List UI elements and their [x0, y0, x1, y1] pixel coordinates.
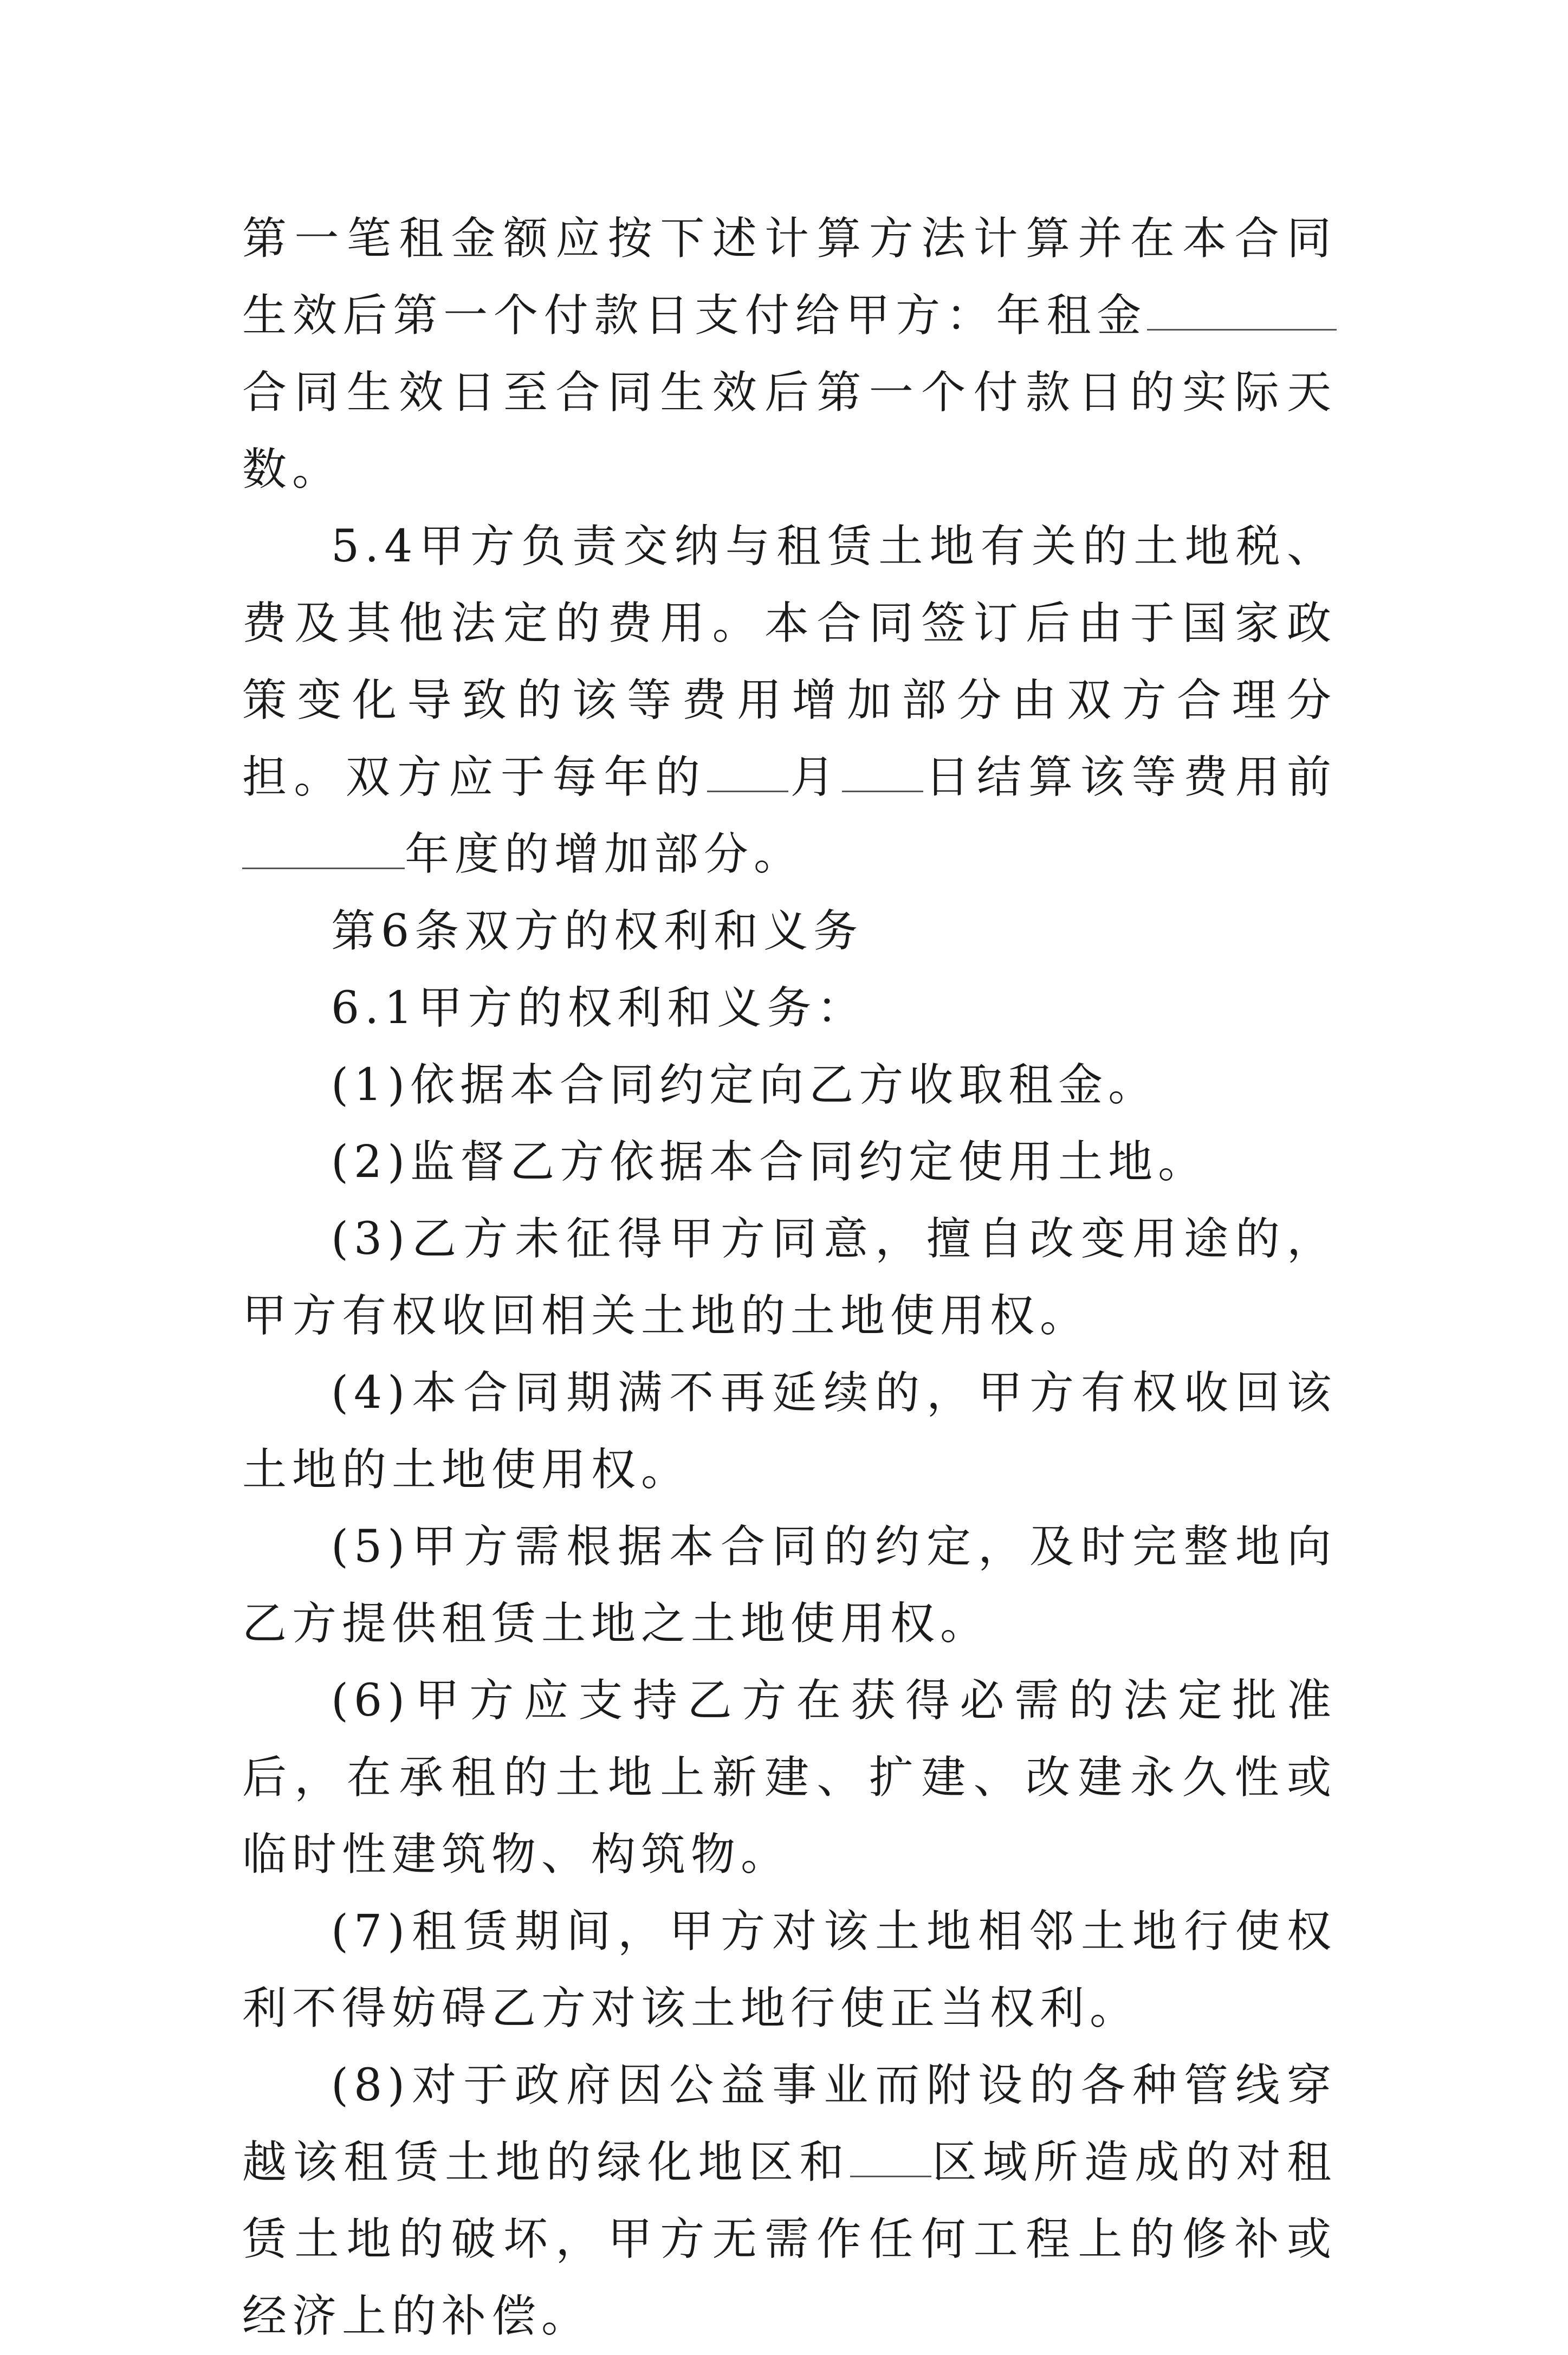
- paragraph-text: 5.4甲方负责交纳与租赁土地有关的土地税、费及其他法定的费用。本合同签订后由于国家政策变化导致的该等费用增加部分由双方合理分担。双方应于每年的: [242, 521, 1337, 803]
- fill-in-blank: [850, 2138, 931, 2177]
- document-body: [242, 200, 1337, 2355]
- paragraph-text: 区域所造成的对租赁土地的破坏，甲方无需作任何工程上的修补或经济上的补偿。: [242, 2137, 1337, 2342]
- list-item-4: (4)本合同期满不再延续的，甲方有权收回该土地的土地使用权。: [242, 1367, 1337, 1496]
- list-item-7: (7)租赁期间，甲方对该土地相邻土地行使权利不得妨碍乙方对该土地行使正当权利。: [242, 1906, 1337, 2034]
- fill-in-blank: [1147, 291, 1337, 331]
- fill-in-blank-month: [707, 753, 788, 792]
- paragraph-5-4: [242, 508, 1337, 893]
- subsection-heading-6-1: 6.1甲方的权利和义务：: [331, 982, 867, 1034]
- paragraph-text: 日结算该等费用前: [923, 752, 1337, 803]
- list-item-5: (5)甲方需根据本合同的约定，及时完整地向乙方提供租赁土地之土地使用权。: [242, 1521, 1337, 1649]
- paragraph-text: 月: [788, 752, 843, 803]
- paragraph-first-rent: [242, 200, 1337, 508]
- list-item-6: (6)甲方应支持乙方在获得必需的法定批准后，在承租的土地上新建、扩建、改建永久性或临时性建筑物、构筑物。: [242, 1675, 1337, 1880]
- fill-in-blank-day: [842, 753, 923, 792]
- section-heading-6: 第6条双方的权利和义务: [331, 905, 864, 957]
- paragraph-text: 第一笔租金额应按下述计算方法计算并在本合同生效后第一个付款日支付给甲方：年租金: [242, 213, 1337, 341]
- list-item-2: (2)监督乙方依据本合同约定使用土地。: [331, 1136, 1208, 1188]
- list-item-8: [242, 2047, 1337, 2355]
- paragraph-text: (8)对于政府因公益事业而附设的各种管线穿越该租赁土地的绿化地区和: [242, 2060, 1337, 2188]
- list-item-1: (1)依据本合同约定向乙方收取租金。: [331, 1059, 1158, 1111]
- paragraph-text: 合同生效日至合同生效后第一个付款日的实际天数。: [242, 367, 1337, 495]
- list-item-3: (3)乙方未征得甲方同意，擅自改变用途的，甲方有权收回相关土地的土地使用权。: [242, 1213, 1337, 1342]
- fill-in-blank-year: [242, 830, 405, 869]
- paragraph-text: 年度的增加部分。: [405, 829, 804, 880]
